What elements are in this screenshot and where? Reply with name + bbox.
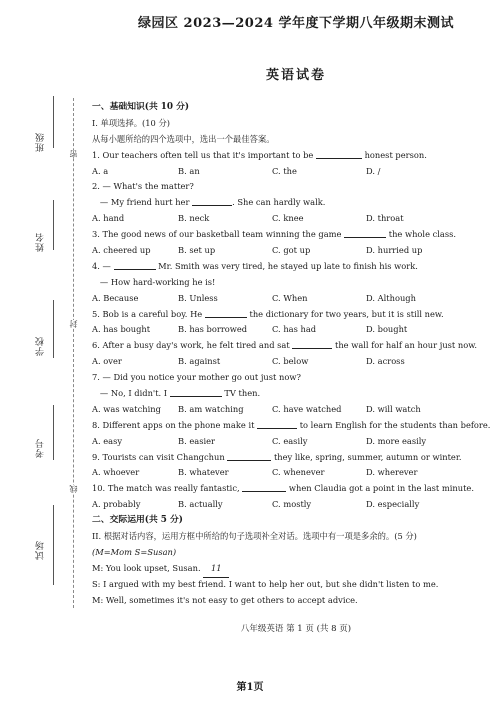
question-6 <box>92 338 492 354</box>
q9-option-b[interactable]: B. whatever <box>178 467 229 478</box>
q1-option-c[interactable]: C. the <box>272 165 297 176</box>
q8-blank[interactable] <box>257 419 297 429</box>
q1-stem-end: honest person. <box>364 149 427 160</box>
q7-options <box>92 402 492 418</box>
q10-blank[interactable] <box>242 482 286 492</box>
blank-11[interactable]: 11 <box>203 561 229 578</box>
q4-reply: — How hard-working he is! <box>99 276 216 287</box>
section1-heading: 一、基础知识(共 10 分) <box>92 102 190 112</box>
question-2 <box>92 179 492 195</box>
q4-option-b[interactable]: B. Unless <box>178 292 218 303</box>
q1-option-d[interactable]: D. / <box>366 165 381 176</box>
q1-stem: 1. Our teachers often tell us that it's important to be <box>92 149 314 160</box>
q4-stem: 4. — <box>92 260 111 271</box>
q6-option-d[interactable]: D. across <box>366 356 405 367</box>
q8-option-a[interactable]: A. easy <box>92 435 123 446</box>
q6-option-a[interactable]: A. over <box>92 356 122 367</box>
q5-option-b[interactable]: B. has borrowed <box>178 324 248 335</box>
q9-option-a[interactable]: A. whoever <box>92 467 140 478</box>
q5-stem: 5. Bob is a careful boy. He <box>92 308 203 319</box>
q6-option-c[interactable]: C. below <box>272 356 309 367</box>
question-2-reply <box>92 195 492 211</box>
exam-title: 绿园区 2023—2024 学年度下学期八年级期末测试 <box>138 16 454 31</box>
seal-dashed-line <box>73 98 74 608</box>
q4-blank[interactable] <box>114 260 156 270</box>
q8-stem: 8. Different apps on the phone make it <box>92 419 255 430</box>
q4-option-c[interactable]: C. When <box>272 292 308 303</box>
q8-options <box>92 434 492 450</box>
exam-content <box>92 100 492 609</box>
q6-blank[interactable] <box>292 339 332 349</box>
q4-stem-end: Mr. Smith was very tired, he stayed up late to finish his work. <box>158 260 418 271</box>
question-7-reply <box>92 386 492 402</box>
school-label: 学校 <box>36 336 46 356</box>
q1-options <box>92 164 492 180</box>
q3-option-b[interactable]: B. set up <box>178 245 216 256</box>
q8-option-d[interactable]: D. more easily <box>366 435 427 446</box>
q8-stem-end: to learn English for the students than before. <box>299 419 491 430</box>
q3-option-c[interactable]: C. got up <box>272 245 311 256</box>
q2-blank[interactable] <box>192 196 232 206</box>
dialogue-line-1 <box>92 561 492 577</box>
q10-stem-end: when Claudia got a point in the last minute. <box>288 483 474 494</box>
q8-option-b[interactable]: B. easier <box>178 435 216 446</box>
q9-stem-end: they like, spring, summer, autumn or winter. <box>273 451 462 462</box>
q2-options <box>92 211 492 227</box>
q7-blank[interactable] <box>170 387 222 397</box>
q10-option-c[interactable]: C. mostly <box>272 499 312 510</box>
q1-option-b[interactable]: B. an <box>178 165 200 176</box>
q6-options <box>92 354 492 370</box>
q2-stem: 2. — What's the matter? <box>92 181 194 192</box>
dialogue-line-3: M: Well, sometimes it's not easy to get others to accept advice. <box>92 594 358 605</box>
seal-mark-xian: 线 <box>69 485 78 493</box>
q10-option-a[interactable]: A. probably <box>92 499 141 510</box>
q5-options <box>92 322 492 338</box>
q7-reply-stem: — No, I didn't. I <box>99 388 168 399</box>
q5-option-a[interactable]: A. has bought <box>92 324 151 335</box>
q9-option-d[interactable]: D. wherever <box>366 467 418 478</box>
binding-margin <box>0 0 92 707</box>
q5-option-d[interactable]: D. bought <box>366 324 408 335</box>
exam-room-field-line <box>53 505 54 585</box>
dialogue-line-2: S: I argued with my best friend. I want to help her out, but she didn't listen to me. <box>92 578 439 589</box>
school-field-line <box>53 300 54 358</box>
dialogue-legend: (M=Mom S=Susan) <box>92 546 177 557</box>
q9-stem: 9. Tourists can visit Changchun <box>92 451 225 462</box>
q4-options <box>92 291 492 307</box>
q4-option-a[interactable]: A. Because <box>92 292 139 303</box>
page-footer: 八年级英语 第 1 页 (共 8 页) <box>240 624 352 634</box>
q1-option-a[interactable]: A. a <box>92 165 109 176</box>
question-4 <box>92 259 492 275</box>
q9-option-c[interactable]: C. whenever <box>272 467 325 478</box>
q2-reply-stem: — My friend hurt her <box>99 197 190 208</box>
q5-stem-end: the dictionary for two years, but it is still new. <box>249 308 444 319</box>
q7-option-c[interactable]: C. have watched <box>272 403 342 414</box>
q6-stem-end: the wall for half an hour just now. <box>335 340 477 351</box>
part1-title: I. 单项选择。(10 分) <box>92 117 171 128</box>
section2-heading: 二、交际运用(共 5 分) <box>92 515 183 526</box>
exam-number-label: 考号 <box>36 438 46 458</box>
question-5 <box>92 307 492 323</box>
q3-options <box>92 243 492 259</box>
q3-option-a[interactable]: A. cheered up <box>92 245 151 256</box>
question-3 <box>92 227 492 243</box>
q7-stem: 7. — Did you notice your mother go out just now? <box>92 372 301 383</box>
class-field-line <box>53 96 54 148</box>
q2-option-b[interactable]: B. neck <box>178 213 210 224</box>
question-9 <box>92 450 492 466</box>
exam-subtitle: 英语试卷 <box>265 68 326 83</box>
q6-option-b[interactable]: B. against <box>178 356 221 367</box>
q2-stem-end: . She can hardly walk. <box>232 197 326 208</box>
q5-blank[interactable] <box>205 308 247 318</box>
q2-option-d[interactable]: D. throat <box>366 213 404 224</box>
q3-stem: 3. The good news of our basketball team winning the game <box>92 229 342 240</box>
q10-stem: 10. The match was really fantastic, <box>92 483 240 494</box>
q4-option-d[interactable]: D. Although <box>366 292 416 303</box>
q2-option-c[interactable]: C. knee <box>272 213 304 224</box>
part2-title: II. 根据对话内容，运用方框中所给的句子选项补全对话。选项中有一项是多余的。(5 分) <box>92 531 417 542</box>
question-8 <box>92 418 492 434</box>
q10-option-d[interactable]: D. especially <box>366 499 420 510</box>
question-7 <box>92 370 492 386</box>
class-label: 班级 <box>36 132 46 152</box>
name-label: 姓名 <box>36 232 46 252</box>
q3-stem-end: the whole class. <box>388 229 457 240</box>
q6-stem: 6. After a busy day's work, he felt tired and sat <box>92 340 290 351</box>
question-10 <box>92 481 492 497</box>
seal-mark-feng: 封 <box>69 320 78 328</box>
q9-blank[interactable] <box>227 451 271 461</box>
q3-option-d[interactable]: D. hurried up <box>366 245 423 256</box>
q9-options <box>92 465 492 481</box>
q7-stem-end: TV then. <box>224 388 261 399</box>
q8-option-c[interactable]: C. easily <box>272 435 308 446</box>
q7-option-a[interactable]: A. was watching <box>92 403 161 414</box>
q3-blank[interactable] <box>344 228 386 238</box>
dialogue-line-1-text: M: You look upset, Susan. <box>92 562 201 573</box>
question-4-reply <box>92 275 492 291</box>
question-1 <box>92 148 492 164</box>
q1-blank[interactable] <box>316 149 362 159</box>
q7-option-d[interactable]: D. will watch <box>366 403 421 414</box>
page-number: 第1页 <box>236 682 264 693</box>
q10-options <box>92 497 492 513</box>
q10-option-b[interactable]: B. actually <box>178 499 223 510</box>
q5-option-c[interactable]: C. has had <box>272 324 317 335</box>
q2-option-a[interactable]: A. hand <box>92 213 125 224</box>
q7-option-b[interactable]: B. am watching <box>178 403 244 414</box>
name-field-line <box>53 200 54 250</box>
seal-mark-mi: 密 <box>69 150 78 158</box>
part1-instruction: 从每小题所给的四个选项中，选出一个最佳答案。 <box>92 133 275 144</box>
exam-number-field-line <box>53 405 54 460</box>
exam-room-label: 试场 <box>36 540 46 560</box>
